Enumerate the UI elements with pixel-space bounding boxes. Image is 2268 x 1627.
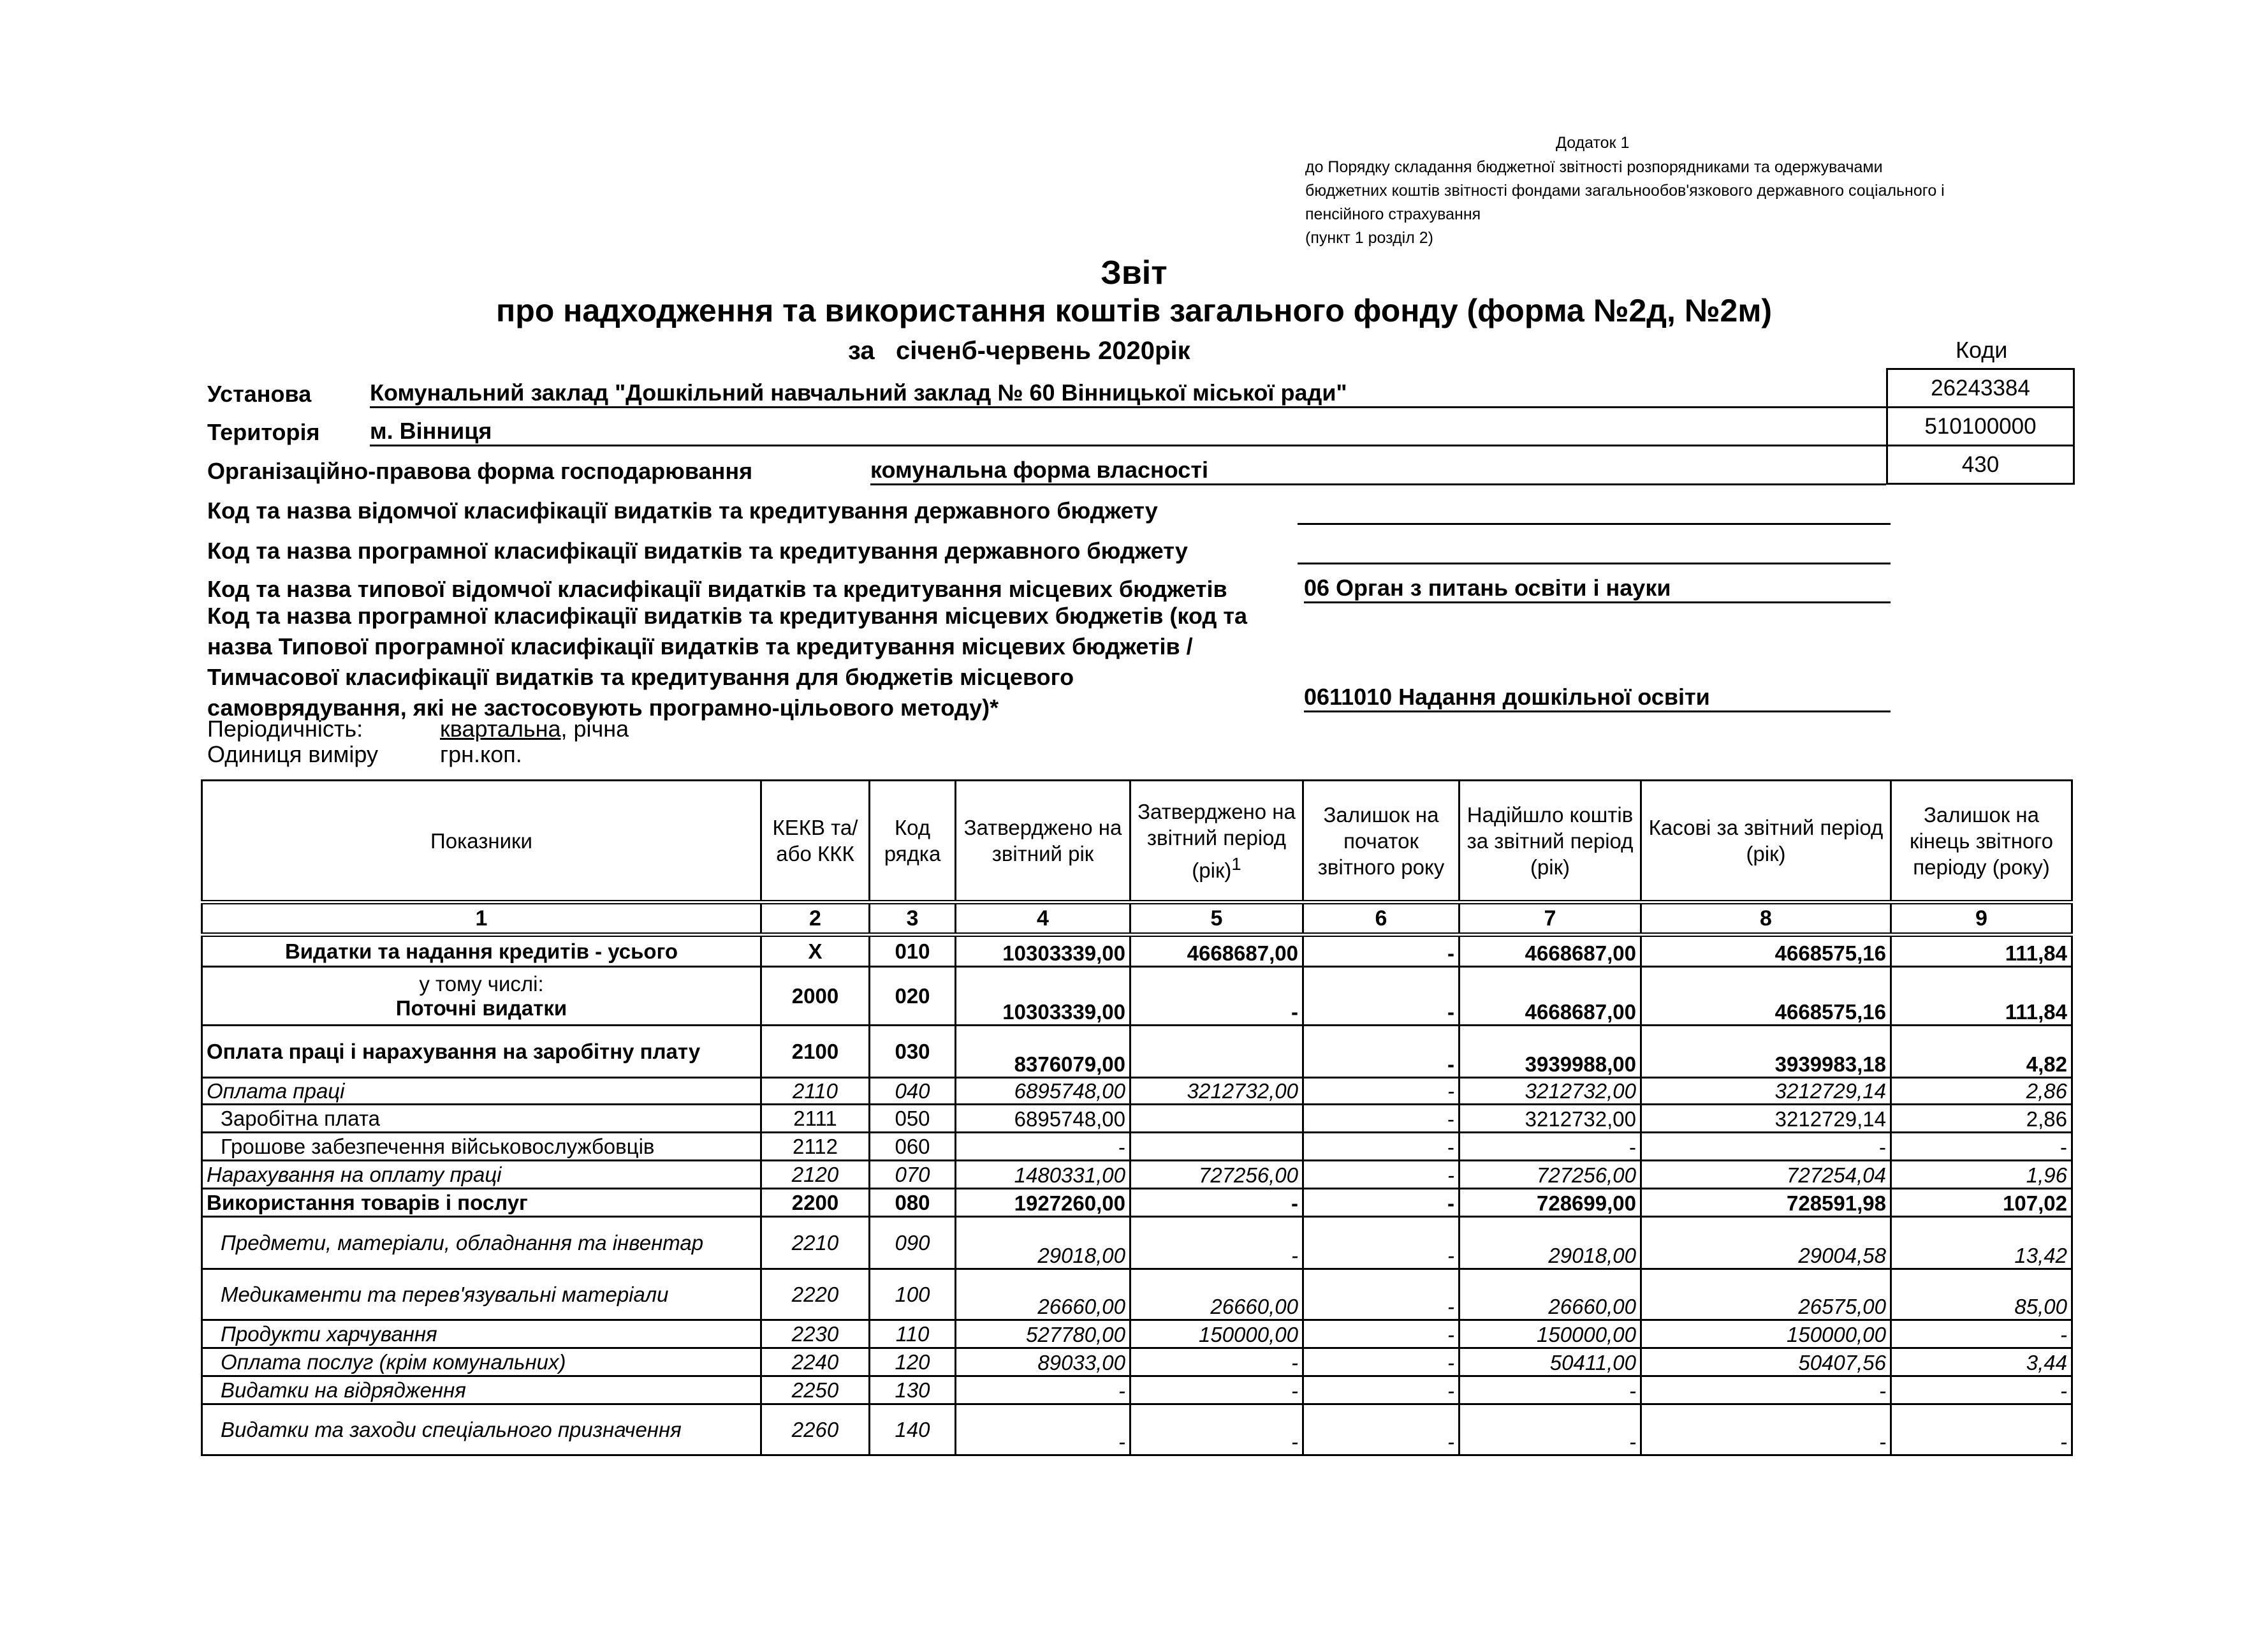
header-approved-period-text: Затверджено на звітний період (рік) — [1138, 799, 1296, 882]
code-kopfg: 430 — [1961, 452, 2000, 477]
row-approved-year: 26660,00 — [956, 1269, 1130, 1320]
annex-note — [1305, 156, 1945, 250]
table-row — [202, 1404, 2072, 1455]
row-code: 050 — [870, 1105, 956, 1133]
org-form-value: комунальна форма власності — [870, 457, 1886, 485]
code-edrpou: 26243384 — [1888, 370, 2073, 408]
row-balance-start: - — [1303, 1105, 1460, 1133]
institution-label: Установа — [207, 381, 312, 407]
row-code: 100 — [870, 1269, 956, 1320]
local-prog-line: назва Типової програмної класифікації видатків та кредитування місцевих бюджетів / — [207, 633, 1193, 659]
header-balance-start: Залишок на початок звітного року — [1303, 781, 1460, 902]
local-prog-label — [207, 601, 1247, 723]
row-received: - — [1460, 1376, 1641, 1404]
row-name — [202, 967, 761, 1026]
row-balance-start: - — [1303, 1376, 1460, 1404]
row-name: Нарахування на оплату праці — [202, 1161, 761, 1189]
row-approved-period — [1130, 1026, 1303, 1078]
row-received: 150000,00 — [1460, 1320, 1641, 1348]
row-name: Видатки та надання кредитів - усього — [202, 935, 761, 967]
row-cash: 3212729,14 — [1641, 1078, 1891, 1105]
report-period — [848, 337, 1190, 365]
row-code: 130 — [870, 1376, 956, 1404]
period-value: січенб-червень 2020рік — [895, 337, 1190, 365]
report-subtitle: про надходження та використання коштів загального фонду (форма №2д, №2м) — [496, 293, 1772, 328]
local-prog-line: самоврядування, які не застосовують програмно-цільового методу)* — [207, 695, 999, 721]
table-row — [202, 1026, 2072, 1078]
row-approved-period: 4668687,00 — [1130, 935, 1303, 967]
row-kekv: 2200 — [761, 1189, 870, 1217]
report-title: Звіт — [1101, 254, 1167, 291]
row-approved-year: 10303339,00 — [956, 935, 1130, 967]
row-name-text: Поточні видатки — [395, 996, 567, 1020]
row-balance-start: - — [1303, 1348, 1460, 1376]
row-code: 140 — [870, 1404, 956, 1455]
row-cash: 727254,04 — [1641, 1161, 1891, 1189]
row-balance-start: - — [1303, 1217, 1460, 1269]
period-prefix: за — [848, 337, 875, 365]
row-balance-end: 2,86 — [1891, 1078, 2072, 1105]
column-number-row — [202, 902, 2072, 935]
row-received: 3212732,00 — [1460, 1078, 1641, 1105]
row-kekv: 2220 — [761, 1269, 870, 1320]
header-received: Надійшло коштів за звітний період (рік) — [1460, 781, 1641, 902]
row-balance-end: 4,82 — [1891, 1026, 2072, 1078]
row-name: Медикаменти та перев'язувальні матеріали — [202, 1269, 761, 1320]
row-approved-period: - — [1130, 1376, 1303, 1404]
row-kekv: 2112 — [761, 1133, 870, 1161]
annex-line: до Порядку складання бюджетної звітності розпорядниками та одержувачами — [1305, 158, 1883, 176]
row-cash: 3212729,14 — [1641, 1105, 1891, 1133]
table-row — [202, 1161, 2072, 1189]
prog-class-line — [1298, 563, 1891, 564]
table-row — [202, 1133, 2072, 1161]
row-kekv: 2210 — [761, 1217, 870, 1269]
row-name: Використання товарів і послуг — [202, 1189, 761, 1217]
row-approved-period: 26660,00 — [1130, 1269, 1303, 1320]
local-prog-line: Тимчасової класифікації видатків та кредитування для бюджетів місцевого — [207, 664, 1074, 690]
col-number: 3 — [870, 902, 956, 935]
row-approved-year: 6895748,00 — [956, 1105, 1130, 1133]
local-prog-value: 0611010 Надання дошкільної освіти — [1304, 684, 1891, 712]
header-row-code: Код рядка — [870, 781, 956, 902]
row-received: 29018,00 — [1460, 1217, 1641, 1269]
periodicity-selected: квартальна — [440, 716, 561, 742]
annex-line: пенсійного страхування — [1305, 205, 1481, 223]
annex-line: (пункт 1 розділ 2) — [1305, 229, 1433, 247]
row-balance-end: - — [1891, 1376, 2072, 1404]
row-name: Оплата праці — [202, 1078, 761, 1105]
dept-class-line — [1298, 523, 1891, 525]
row-kekv: 2250 — [761, 1376, 870, 1404]
dept-class-label: Код та назва відомчої класифікації видатків та кредитування державного бюджету — [207, 497, 1158, 524]
row-balance-end: 111,84 — [1891, 935, 2072, 967]
row-received: 3939988,00 — [1460, 1026, 1641, 1078]
row-name: Видатки та заходи спеціального призначення — [202, 1404, 761, 1455]
row-balance-end: 85,00 — [1891, 1269, 2072, 1320]
row-received: 26660,00 — [1460, 1269, 1641, 1320]
col-number: 4 — [956, 902, 1130, 935]
table-row — [202, 1217, 2072, 1269]
col-number: 9 — [1891, 902, 2072, 935]
table-row — [202, 1320, 2072, 1348]
row-approved-year: 6895748,00 — [956, 1078, 1130, 1105]
row-balance-start: - — [1303, 1404, 1460, 1455]
row-code: 070 — [870, 1161, 956, 1189]
row-code: 110 — [870, 1320, 956, 1348]
typical-dept-label: Код та назва типової відомчої класифікації видатків та кредитування місцевих бюджетів — [207, 576, 1227, 602]
row-balance-end: 1,96 — [1891, 1161, 2072, 1189]
row-approved-year: 10303339,00 — [956, 967, 1130, 1026]
row-cash: 29004,58 — [1641, 1217, 1891, 1269]
periodicity-rest: , річна — [560, 716, 629, 742]
codes-label: Коди — [1956, 337, 2008, 363]
row-cash: - — [1641, 1404, 1891, 1455]
unit-label: Одиниця виміру — [207, 741, 379, 767]
row-name: Оплата праці і нарахування на заробітну плату — [202, 1026, 761, 1078]
row-balance-start: - — [1303, 1320, 1460, 1348]
row-cash: 728591,98 — [1641, 1189, 1891, 1217]
row-received: 50411,00 — [1460, 1348, 1641, 1376]
row-received: - — [1460, 1404, 1641, 1455]
row-code: 120 — [870, 1348, 956, 1376]
annex-title: Додаток 1 — [1556, 134, 1630, 152]
col-number: 6 — [1303, 902, 1460, 935]
row-approved-year: 527780,00 — [956, 1320, 1130, 1348]
table-row — [202, 1105, 2072, 1133]
row-balance-start: - — [1303, 1269, 1460, 1320]
row-kekv: X — [761, 935, 870, 967]
row-code: 090 — [870, 1217, 956, 1269]
row-code: 020 — [870, 967, 956, 1026]
row-approved-period: - — [1130, 1217, 1303, 1269]
row-balance-end: - — [1891, 1133, 2072, 1161]
row-approved-year: 29018,00 — [956, 1217, 1130, 1269]
row-approved-period: 150000,00 — [1130, 1320, 1303, 1348]
row-balance-start: - — [1303, 1189, 1460, 1217]
row-balance-end: - — [1891, 1320, 2072, 1348]
table-row — [202, 1189, 2072, 1217]
institution-value: Комунальний заклад "Дошкільний навчальний заклад № 60 Вінницької міської ради" — [370, 379, 1886, 408]
table-header-row — [202, 781, 2072, 902]
prog-class-label: Код та назва програмної класифікації видатків та кредитування державного бюджету — [207, 538, 1188, 564]
row-cash: - — [1641, 1376, 1891, 1404]
row-received: 728699,00 — [1460, 1189, 1641, 1217]
codes-box — [1886, 368, 2075, 485]
header-cash: Касові за звітний період (рік) — [1641, 781, 1891, 902]
header-approved-period — [1130, 781, 1303, 902]
row-balance-end: 3,44 — [1891, 1348, 2072, 1376]
unit-value: грн.коп. — [440, 741, 522, 767]
row-approved-period: - — [1130, 1404, 1303, 1455]
row-received: 3212732,00 — [1460, 1105, 1641, 1133]
row-name: Оплата послуг (крім комунальних) — [202, 1348, 761, 1376]
col-number: 7 — [1460, 902, 1641, 935]
row-approved-year: - — [956, 1376, 1130, 1404]
row-code: 030 — [870, 1026, 956, 1078]
row-approved-period: 727256,00 — [1130, 1161, 1303, 1189]
row-balance-end: 2,86 — [1891, 1105, 2072, 1133]
row-approved-year: 1927260,00 — [956, 1189, 1130, 1217]
row-balance-start: - — [1303, 1133, 1460, 1161]
row-kekv: 2110 — [761, 1078, 870, 1105]
row-cash: 3939983,18 — [1641, 1026, 1891, 1078]
row-balance-start: - — [1303, 935, 1460, 967]
row-balance-end: 13,42 — [1891, 1217, 2072, 1269]
annex-line: бюджетних коштів звітності фондами загальнообов'язкового державного соціального і — [1305, 182, 1945, 200]
row-approved-period: - — [1130, 967, 1303, 1026]
row-approved-period: - — [1130, 1189, 1303, 1217]
territory-label: Територія — [207, 419, 320, 445]
row-kekv: 2230 — [761, 1320, 870, 1348]
row-approved-year: 89033,00 — [956, 1348, 1130, 1376]
row-received: 4668687,00 — [1460, 967, 1641, 1026]
typical-dept-value: 06 Орган з питань освіти і науки — [1304, 575, 1891, 603]
row-subtitle: у тому числі: — [419, 971, 544, 996]
header-indicator: Показники — [202, 781, 761, 902]
row-received: - — [1460, 1133, 1641, 1161]
row-code: 010 — [870, 935, 956, 967]
col-number: 8 — [1641, 902, 1891, 935]
col-number: 1 — [202, 902, 761, 935]
row-code: 060 — [870, 1133, 956, 1161]
row-cash: 50407,56 — [1641, 1348, 1891, 1376]
col-number: 2 — [761, 902, 870, 935]
row-approved-year: - — [956, 1133, 1130, 1161]
row-name: Продукти харчування — [202, 1320, 761, 1348]
table-row — [202, 1269, 2072, 1320]
report-table — [201, 779, 2073, 1456]
table-row — [202, 1348, 2072, 1376]
row-balance-end: 111,84 — [1891, 967, 2072, 1026]
row-approved-year: 8376079,00 — [956, 1026, 1130, 1078]
header-kekv: КЕКВ та/або ККК — [761, 781, 870, 902]
row-balance-start: - — [1303, 967, 1460, 1026]
row-name: Заробітна плата — [202, 1105, 761, 1133]
row-balance-start: - — [1303, 1026, 1460, 1078]
row-received: 4668687,00 — [1460, 935, 1641, 967]
row-name: Видатки на відрядження — [202, 1376, 761, 1404]
row-approved-period — [1130, 1105, 1303, 1133]
col-number: 5 — [1130, 902, 1303, 935]
row-name: Предмети, матеріали, обладнання та інвентар — [202, 1217, 761, 1269]
row-approved-period: 3212732,00 — [1130, 1078, 1303, 1105]
local-prog-line: Код та назва програмної класифікації видатків та кредитування місцевих бюджетів (код та — [207, 603, 1247, 629]
row-kekv: 2120 — [761, 1161, 870, 1189]
row-received: 727256,00 — [1460, 1161, 1641, 1189]
row-kekv: 2111 — [761, 1105, 870, 1133]
row-cash: 26575,00 — [1641, 1269, 1891, 1320]
territory-value: м. Вінниця — [370, 418, 1886, 446]
row-kekv: 2000 — [761, 967, 870, 1026]
org-form-label: Організаційно-правова форма господарювання — [207, 458, 753, 484]
row-balance-end: - — [1891, 1404, 2072, 1455]
row-cash: 150000,00 — [1641, 1320, 1891, 1348]
header-superscript: 1 — [1231, 853, 1241, 874]
table-row — [202, 1078, 2072, 1105]
row-approved-period — [1130, 1133, 1303, 1161]
header-balance-end: Залишок на кінець звітного періоду (року) — [1891, 781, 2072, 902]
periodicity-label: Періодичність: — [207, 716, 363, 742]
row-cash: - — [1641, 1133, 1891, 1161]
row-approved-year: - — [956, 1404, 1130, 1455]
row-code: 040 — [870, 1078, 956, 1105]
row-kekv: 2100 — [761, 1026, 870, 1078]
periodicity-value — [440, 716, 629, 742]
row-code: 080 — [870, 1189, 956, 1217]
row-approved-period: - — [1130, 1348, 1303, 1376]
row-cash: 4668575,16 — [1641, 967, 1891, 1026]
row-balance-end: 107,02 — [1891, 1189, 2072, 1217]
table-row — [202, 935, 2072, 967]
row-approved-year: 1480331,00 — [956, 1161, 1130, 1189]
row-kekv: 2240 — [761, 1348, 870, 1376]
code-koatuu: 510100000 — [1888, 408, 2073, 446]
header-approved-year: Затверджено на звітний рік — [956, 781, 1130, 902]
table-row — [202, 1376, 2072, 1404]
row-cash: 4668575,16 — [1641, 935, 1891, 967]
table-row — [202, 967, 2072, 1026]
row-balance-start: - — [1303, 1078, 1460, 1105]
row-name: Грошове забезпечення військовослужбовців — [202, 1133, 761, 1161]
row-kekv: 2260 — [761, 1404, 870, 1455]
row-balance-start: - — [1303, 1161, 1460, 1189]
